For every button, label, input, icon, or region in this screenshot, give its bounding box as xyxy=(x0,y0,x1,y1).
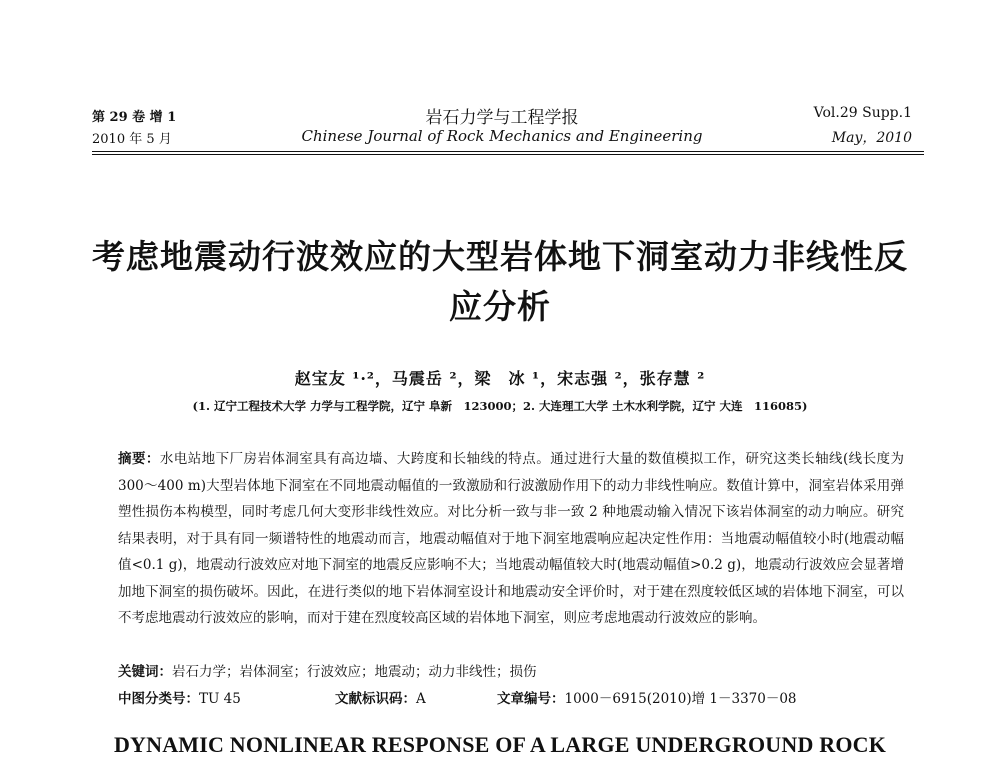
document-code-value: A xyxy=(416,691,426,707)
journal-name-cn: 岩石力学与工程学报 xyxy=(425,108,579,128)
header-rule-top xyxy=(92,151,924,152)
affiliations: (1. 辽宁工程技术大学 力学与工程学院，辽宁 阜新 123000；2. 大连理工大学 土木水利学院，辽宁 大连 116085) xyxy=(192,399,808,413)
clc-number xyxy=(118,687,241,707)
english-title: DYNAMIC NONLINEAR RESPONSE OF A LARGE UNDERGROUND ROCK xyxy=(113,732,887,757)
volume-en: Vol.29 Supp.1 xyxy=(813,105,912,121)
article-number-value: 1000－6915(2010)增 1－3370－08 xyxy=(564,691,797,707)
keywords-text: 岩石力学；岩体洞室；行波效应；地震动；动力非线性；损伤 xyxy=(172,664,537,680)
abstract-text: 水电站地下厂房岩体洞室具有高边墙、大跨度和长轴线的特点。通过进行大量的数值模拟工作，研究这类长轴线(线长度为 300～400 m)大型岩体地下洞室在不同地震动幅值的一致激励和行波激励作用下的动力非线性响应。数值计算中，洞室岩体采用弹塑性损伤本构模型，同时考虑几何大变形非线性效应。对比分析一致与非一致 2 种地震动输入情况下该岩体洞室的动力响应。研究结果表明，对于具有同一频谱特性的地震动而言，地震动幅值对于地下洞室地震响应起决定性作用：当地震动幅值较小时(地震动幅值<0.1 g)，地震动行波效应对地下洞室的地震反应影响不大；当地震动幅值较大时(地震动幅值>0.2 g)，地震动行波效应会显著增加地下洞室的损伤破坏。因此，在进行类似的地下岩体洞室设计和地震动安全评价时，对于建在烈度较低区域的岩体地下洞室，可以不考虑地震动行波效应的影响，而对于建在烈度较高区域的岩体地下洞室，则应考虑地震动行波效应的影响。 xyxy=(118,451,905,626)
header-rule-bottom xyxy=(92,154,924,155)
abstract-label: 摘要： xyxy=(118,451,160,467)
paper-title: 考虑地震动行波效应的大型岩体地下洞室动力非线性反应分析 xyxy=(92,237,908,326)
journal-name-en: Chinese Journal of Rock Mechanics and Engineering xyxy=(301,127,703,145)
clc-value: TU 45 xyxy=(199,691,241,707)
journal-header xyxy=(92,100,912,150)
keywords-label: 关键词： xyxy=(118,664,172,680)
date-en: May，2010 xyxy=(831,130,912,146)
volume-cn: 第 29 卷 增 1 xyxy=(92,110,177,125)
date-cn: 2010 年 5 月 xyxy=(92,132,172,147)
document-code-label: 文献标识码： xyxy=(335,691,416,707)
clc-label: 中图分类号： xyxy=(118,691,199,707)
article-number xyxy=(497,687,797,707)
author-list: 赵宝友 ¹·²，马震岳 ²，梁 冰 ¹，宋志强 ²，张存慧 ² xyxy=(294,369,706,388)
document-code xyxy=(335,687,426,707)
keywords xyxy=(118,660,537,680)
article-number-label: 文章编号： xyxy=(497,691,565,707)
abstract xyxy=(118,446,904,632)
